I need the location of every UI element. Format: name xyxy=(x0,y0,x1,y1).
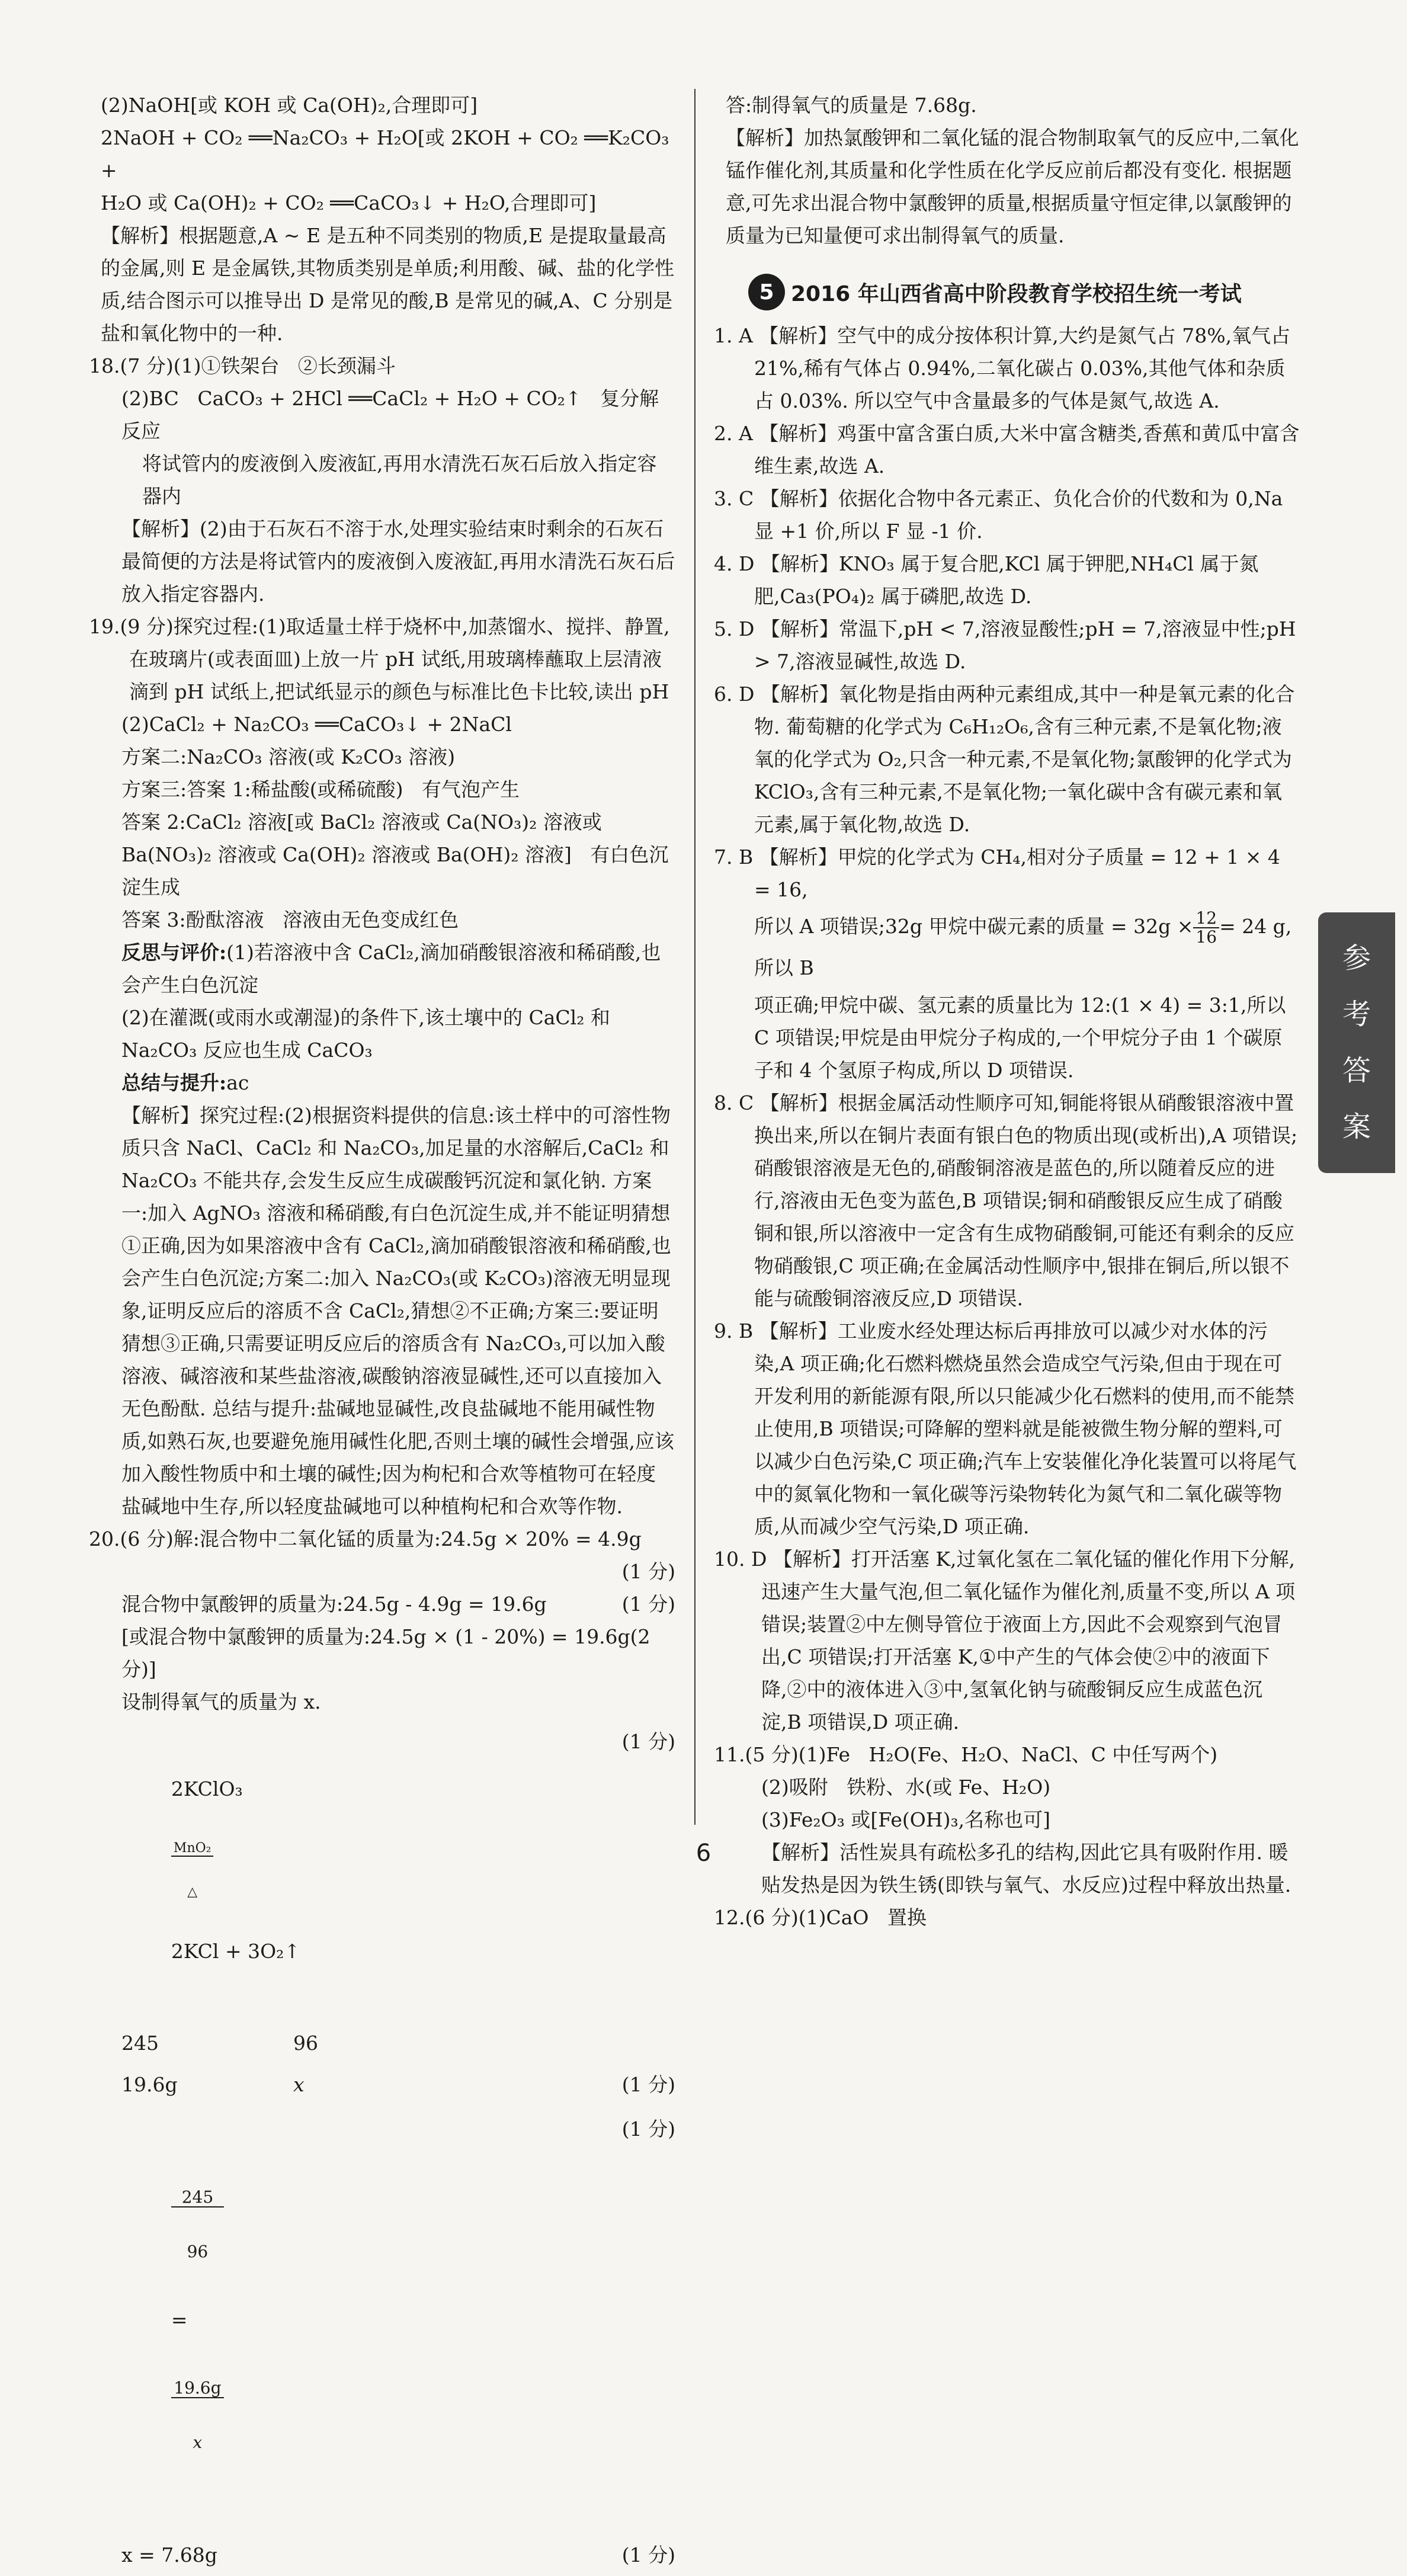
numerator: 245 xyxy=(171,2189,224,2207)
tab-char: 答 xyxy=(1342,1054,1371,1087)
section-heading xyxy=(714,268,1300,316)
answer-8: 8. C 【解析】根据金属活动性顺序可知,铜能将银从硝酸银溶液中置换出来,所以在铜片表面有银白色的物质出现(或析出),A 项错误;硝酸银溶液是无色的,硝酸铜溶液是蓝色的,所以随着反应的进行,溶液由无色变为蓝色,B 项错误;铜和硝酸银反应生成了硝酸铜和银,所以溶液中一定含有生成物硝酸铜,可能还有剩余的反应物硝酸银,C 项正确;在金属活动性顺序中,银排在铜后,所以银不能与硫酸铜溶液反应,D 项错误. xyxy=(714,1091,1298,1310)
answer-7-continued: 项正确;甲烷中碳、氢元素的质量比为 12:(1 × 4) = 3:1,所以 C 项错误;甲烷是由甲烷分子构成的,一个甲烷分子由 1 个碳原子和 4 个氢原子构成,所以 D 项错误. xyxy=(754,994,1292,1082)
text-line: 方案三:答案 1:稀盐酸(或稀硫酸) 有气泡产生 xyxy=(121,778,520,801)
analysis-paragraph: 【解析】探究过程:(2)根据资料提供的信息:该土样中的可溶性物质只含 NaCl、CaCl₂ 和 Na₂CO₃,加足量的水溶解后,CaCl₂ 和 Na₂CO₃ 不能共存,会发生反应生成碳酸钙沉淀和氯化钠. 方案一:加入 AgNO₃ 溶液和稀硝酸,有白色沉淀生成,并不能证明猜想①正确,因为如果溶液中含有 CaCl₂,滴加硝酸银溶液和稀硝酸,也会产生白色沉淀;方案二:加入 Na₂CO₃(或 K₂CO₃)溶液无明显现象,证明反应后的溶质不含 CaCl₂,猜想②不正确;方案三:要证明猜想③正确,只需要证明反应后的溶质含有 Na₂CO₃,可以加入酸溶液、碱溶液和某些盐溶液,碳酸钠溶液显碱性,还可以直接加入无色酚酞. 总结与提升:盐碱地显碱性,改良盐碱地不能用碱性物质,如熟石灰,也要避免施用碱性化肥,否则土壤的碱性会增强,应该加入酸性物质中和土壤的碱性;因为枸杞和合欢等植物可在轻度盐碱地中生存,所以轻度盐碱地可以种植枸杞和合欢等作物. xyxy=(121,1104,676,1518)
product: 2KCl + 3O₂↑ xyxy=(171,1940,301,1963)
text-line xyxy=(89,936,675,1001)
points-line xyxy=(89,1555,675,1588)
page-number: 6 xyxy=(696,1840,711,1867)
value: x xyxy=(293,2073,305,2096)
denominator: 16 xyxy=(1196,927,1217,947)
text-line: 将试管内的废液倒入废液缸,再用水清洗石灰石后放入指定容器内 xyxy=(142,452,657,508)
question-19: 19.(9 分)探究过程:(1)取适量土样于烧杯中,加蒸馏水、搅拌、静置,在玻璃片(或表面皿)上放一片 pH 试纸,用玻璃棒蘸取上层清液滴到 pH 试纸上,把试纸显示的颜色与标准比色卡比较,读出 pH xyxy=(89,615,670,703)
catalyst: MnO₂ xyxy=(171,1841,214,1857)
numerator: 12 xyxy=(1193,909,1219,928)
text-line: 设制得氧气的质量为 x. xyxy=(121,1690,321,1713)
answer-1: 1. A 【解析】空气中的成分按体积计算,大约是氮气占 78%,氧气占 21%,稀有气体占 0.94%,二氧化碳占 0.03%,其他气体和杂质占 0.03%. 所以空气中含量最多的气体是氮气,故选 A. xyxy=(714,324,1297,412)
text-line: H₂O 或 Ca(OH)₂ + CO₂ ══CaCO₃↓ + H₂O,合理即可] xyxy=(101,191,597,214)
points: (1 分) xyxy=(621,1560,675,1583)
right-column xyxy=(714,89,1303,1934)
text: x = 7.68g xyxy=(121,2543,217,2567)
text: (1)若溶液中含 CaCl₂,滴加硝酸银溶液和稀硝酸,也会产生白色沉淀 xyxy=(121,941,661,997)
text-line: (2)在灌溉(或雨水或潮湿)的条件下,该土壤中的 CaCl₂ 和 Na₂CO₃ 反应也生成 CaCO₃ xyxy=(121,1006,617,1062)
text-line: (3)Fe₂O₃ 或[Fe(OH)₃,名称也可] xyxy=(761,1808,1051,1831)
points: (1 分) xyxy=(621,1730,675,1753)
reactant: 2KClO₃ xyxy=(171,1777,243,1800)
analysis-paragraph: 【解析】加热氯酸钾和二氧化锰的混合物制取氧气的反应中,二氧化锰作催化剂,其质量和化学性质在化学反应前后都没有变化. 根据题意,可先求出混合物中氯酸钾的质量,根据质量守恒定律,以氯酸钾的质量为已知量便可求出制得氧气的质量. xyxy=(726,126,1299,247)
ratio-line xyxy=(89,2064,675,2106)
result-line xyxy=(89,2535,675,2576)
text-line: 方案二:Na₂CO₃ 溶液(或 K₂CO₃ 溶液) xyxy=(121,745,456,768)
section-title: 2016 年山西省高中阶段教育学校招生统一考试 xyxy=(791,281,1242,306)
answer-9: 9. B 【解析】工业废水经处理达标后再排放可以减少对水体的污染,A 项正确;化石燃料燃烧虽然会造成空气污染,但由于现在可开发利用的新能源有限,所以只能减少化石燃料的使用,而不能禁止使用,B 项错误;可降解的塑料就是能被微生物分解的塑料,可以减少白色污染,C 项正确;汽车上安装催化净化装置可以将尾气中的氮氧化物和一氧化碳等污染物转化为氮气和二氧化碳等物质,从而减少空气污染,D 项正确. xyxy=(714,1319,1297,1538)
points: (1 分) xyxy=(621,2117,675,2141)
text-line: (2)CaCl₂ + Na₂CO₃ ══CaCO₃↓ + 2NaCl xyxy=(121,713,512,736)
denominator: 96 xyxy=(187,2242,209,2261)
analysis-paragraph: 【解析】根据题意,A ~ E 是五种不同类别的物质,E 是提取量最高的金属,则 E 是金属铁,其物质类别是单质;利用酸、碱、盐的化学性质,结合图示可以推导出 D 是常见的酸,B 是常见的碱,A、C 分别是盐和氧化物中的一种. xyxy=(101,224,675,345)
points: (1 分) xyxy=(621,1593,675,1616)
column-divider xyxy=(694,89,696,1825)
value: 19.6g xyxy=(121,2073,178,2096)
tab-char: 考 xyxy=(1342,998,1371,1031)
text: 混合物中氯酸钾的质量为:24.5g - 4.9g = 19.6g xyxy=(121,1593,547,1616)
answer-6: 6. D 【解析】氧化物是指由两种元素组成,其中一种是氧元素的化合物. 葡萄糖的化学式为 C₆H₁₂O₆,含有三种元素,不是氧化物;液氧的化学式为 O₂,只含一种元素,不是氧化物;氯酸钾的化学式为 KClO₃,含有三种元素,不是氧化物;一氧化碳中含有碳元素和氧元素,属于氧化物,故选 D. xyxy=(714,683,1299,836)
answer-11: 11.(5 分)(1)Fe H₂O(Fe、H₂O、NaCl、C 中任写两个) xyxy=(714,1743,1218,1766)
value: 96 xyxy=(293,2032,318,2055)
numerator: 19.6g xyxy=(171,2379,224,2398)
fraction xyxy=(171,2153,224,2296)
text-line: 答:制得氧气的质量是 7.68g. xyxy=(726,94,977,117)
heat-symbol: △ xyxy=(187,1885,198,1899)
text-line: [或混合物中氯酸钾的质量为:24.5g × (1 - 20%) = 19.6g(2 分)] xyxy=(121,1625,657,1681)
reaction-condition xyxy=(171,1813,214,1928)
equation-line xyxy=(89,1718,675,2023)
ratio-line xyxy=(89,2023,675,2064)
answer-12: 12.(6 分)(1)CaO 置换 xyxy=(714,1906,927,1929)
text: ac xyxy=(226,1071,249,1094)
answer-2: 2. A 【解析】鸡蛋中富含蛋白质,大米中富含糖类,香蕉和黄瓜中富含维生素,故选 A. xyxy=(714,422,1300,478)
tab-char: 案 xyxy=(1342,1110,1371,1143)
points: (1 分) xyxy=(621,2073,675,2096)
equals: = xyxy=(171,2308,188,2331)
text: = 24 g,所以 B xyxy=(754,915,1292,979)
text-line: (2)吸附 铁粉、水(或 Fe、H₂O) xyxy=(761,1776,1051,1799)
tab-char: 参 xyxy=(1342,941,1371,975)
answer-10: 10. D 【解析】打开活塞 K,过氧化氢在二氧化锰的催化作用下分解,迅速产生大量气泡,但二氧化锰作为催化剂,质量不变,所以 A 项错误;装置②中左侧导管位于液面上方,因此不会观察到气泡冒出,C 项错误;打开活塞 K,①中产生的气体会使②中的液面下降,②中的液体进入③中,氢氧化钠与硫酸铜反应生成蓝色沉淀,B 项错误,D 项正确. xyxy=(714,1547,1296,1734)
text-line: (2)BC CaCO₃ + 2HCl ══CaCl₂ + H₂O + CO₂↑ 复分解反应 xyxy=(121,387,659,443)
answer-5: 5. D 【解析】常温下,pH < 7,溶液显酸性;pH = 7,溶液显中性;pH > 7,溶液显碱性,故选 D. xyxy=(714,617,1303,673)
text: 20.(6 分)解:混合物中二氧化锰的质量为:24.5g × 20% = 4.9g xyxy=(89,1527,642,1550)
text: 所以 A 项错误;32g 甲烷中碳元素的质量 = 32g × xyxy=(754,915,1194,938)
calc-line xyxy=(89,1588,675,1620)
points: (1 分) xyxy=(621,2543,675,2567)
answer-7-formula xyxy=(714,906,1300,989)
answer-4: 4. D 【解析】KNO₃ 属于复合肥,KCl 属于钾肥,NH₄Cl 属于氮肥,Ca₃(PO₄)₂ 属于磷肥,故选 D. xyxy=(714,552,1259,608)
proportion-line xyxy=(89,2106,675,2535)
fraction xyxy=(171,2344,224,2487)
analysis-paragraph: 【解析】活性炭具有疏松多孔的结构,因此它具有吸附作用. 暖贴发热是因为铁生锈(即铁与氧气、水反应)过程中释放出热量. xyxy=(761,1841,1291,1896)
answer-7: 7. B 【解析】甲烷的化学式为 CH₄,相对分子质量 = 12 + 1 × 4 = 16, xyxy=(714,845,1287,901)
text-line: 答案 3:酚酞溶液 溶液由无色变成红色 xyxy=(121,908,459,931)
question-18: 18.(7 分)(1)①铁架台 ②长颈漏斗 xyxy=(89,354,396,377)
left-column xyxy=(89,89,675,2576)
reference-answer-tab xyxy=(1318,912,1395,1173)
question-20-line xyxy=(89,1523,675,1555)
fraction xyxy=(1193,909,1219,946)
section-number-badge: 5 xyxy=(748,274,785,310)
text-line: 答案 2:CaCl₂ 溶液[或 BaCl₂ 溶液或 Ca(NO₃)₂ 溶液或 Ba(NO₃)₂ 溶液或 Ca(OH)₂ 溶液或 Ba(OH)₂ 溶液] 有白色沉淀生成 xyxy=(121,810,669,899)
label-summary: 总结与提升: xyxy=(121,1071,227,1094)
text-line xyxy=(89,1066,675,1099)
text-line: (2)NaOH[或 KOH 或 Ca(OH)₂,合理即可] xyxy=(101,94,478,117)
value: 245 xyxy=(121,2032,159,2055)
denominator: x xyxy=(193,2433,203,2452)
text-line: 2NaOH + CO₂ ══Na₂CO₃ + H₂O[或 2KOH + CO₂ ══K₂CO₃ + xyxy=(101,126,676,182)
answer-3: 3. C 【解析】依据化合物中各元素正、负化合价的代数和为 0,Na 显 +1 价,所以 F 显 -1 价. xyxy=(714,487,1289,543)
analysis-paragraph: 【解析】(2)由于石灰石不溶于水,处理实验结束时剩余的石灰石最简便的方法是将试管内的废液倒入废液缸,再用水清洗石灰石后放入指定容器内. xyxy=(121,517,675,605)
label-reflection: 反思与评价: xyxy=(121,941,227,964)
